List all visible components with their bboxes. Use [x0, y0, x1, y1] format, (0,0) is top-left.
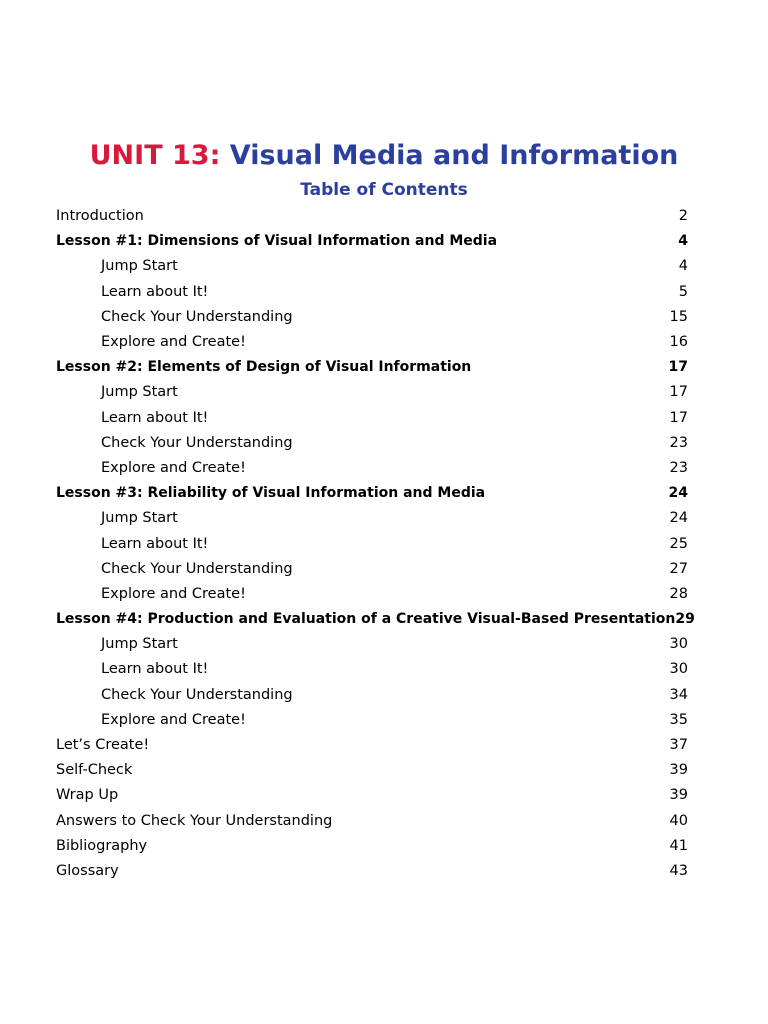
- toc-subentry-row: [56, 557, 688, 582]
- toc-entry-label: Check Your Understanding: [101, 686, 293, 703]
- toc-page-number: 39: [669, 762, 688, 779]
- toc-page-number: 37: [669, 737, 688, 754]
- toc-entry-label: Self-Check: [56, 762, 133, 779]
- toc-lesson-row: [56, 355, 688, 380]
- toc-page-number: 16: [669, 334, 688, 351]
- toc-entry-label: Lesson #3: Reliability of Visual Information and Media: [56, 485, 486, 502]
- toc-entry-label: Learn about It!: [101, 409, 209, 426]
- toc-page-number: 24: [669, 510, 688, 527]
- toc-entry-label: Learn about It!: [101, 535, 209, 552]
- toc-entry-label: Learn about It!: [101, 661, 209, 678]
- toc-heading: Table of Contents: [300, 180, 468, 200]
- toc-page-number: 17: [669, 409, 688, 426]
- toc-page-number: 17: [668, 359, 688, 376]
- toc-page-number: 4: [678, 258, 688, 275]
- toc-page-number: 41: [669, 837, 688, 854]
- toc-page-number: 27: [669, 560, 688, 577]
- toc-page-number: 43: [669, 862, 688, 879]
- unit-number: UNIT 13:: [89, 140, 221, 171]
- toc-entry-label: Lesson #4: Production and Evaluation of a Creative Visual-Based Presentation: [56, 611, 676, 628]
- toc-subentry-row: [56, 305, 688, 330]
- toc-entry-label: Explore and Create!: [101, 585, 246, 602]
- toc-subentry-row: [56, 406, 688, 431]
- toc-entry-label: Explore and Create!: [101, 711, 246, 728]
- toc-page-number: 35: [669, 711, 688, 728]
- toc-entry-row: [56, 783, 688, 808]
- toc-page-number: 34: [669, 686, 688, 703]
- toc-page-number: 24: [668, 485, 688, 502]
- toc-page-number: 15: [669, 308, 688, 325]
- toc-page-number: 29: [675, 611, 695, 628]
- toc-subentry-row: [56, 683, 688, 708]
- toc-page-number: 17: [669, 384, 688, 401]
- toc-subentry-row: [56, 254, 688, 279]
- toc-subentry-row: [56, 632, 688, 657]
- toc-page-number: 2: [678, 208, 688, 225]
- toc-entry-label: Check Your Understanding: [101, 560, 293, 577]
- toc-entry-label: Learn about It!: [101, 283, 209, 300]
- toc-page-number: 30: [669, 636, 688, 653]
- toc-entry-row: [56, 834, 688, 859]
- toc-subentry-row: [56, 380, 688, 405]
- toc-entry-row: [56, 204, 688, 229]
- toc-page-number: 28: [669, 585, 688, 602]
- toc-lesson-row: [56, 481, 688, 506]
- toc-entry-label: Answers to Check Your Understanding: [56, 812, 333, 829]
- toc-subentry-row: [56, 582, 688, 607]
- toc-page-number: 40: [669, 812, 688, 829]
- toc-subentry-row: [56, 657, 688, 682]
- toc-page-number: 4: [678, 233, 688, 250]
- toc-subentry-row: [56, 280, 688, 305]
- toc-entry-label: Glossary: [56, 862, 119, 879]
- page-title: [0, 136, 768, 176]
- toc-entry-label: Let’s Create!: [56, 737, 150, 754]
- toc-entry-label: Wrap Up: [56, 787, 119, 804]
- toc-entry-label: Lesson #1: Dimensions of Visual Information and Media: [56, 233, 498, 250]
- toc-subentry-row: [56, 708, 688, 733]
- toc-entry-label: Check Your Understanding: [101, 434, 293, 451]
- unit-title: Visual Media and Information: [229, 140, 679, 171]
- toc-subentry-row: [56, 506, 688, 531]
- toc-page-number: 25: [669, 535, 688, 552]
- toc-lesson-row: [56, 607, 695, 632]
- toc-page-number: 5: [678, 283, 688, 300]
- toc-entry-label: Jump Start: [101, 510, 178, 527]
- toc-entry-label: Jump Start: [101, 384, 178, 401]
- toc-entry-label: Explore and Create!: [101, 459, 246, 476]
- toc-entry-label: Bibliography: [56, 837, 148, 854]
- toc-subentry-row: [56, 330, 688, 355]
- table-of-contents: [56, 204, 695, 884]
- toc-entry-row: [56, 733, 688, 758]
- toc-entry-label: Jump Start: [101, 258, 178, 275]
- toc-page-number: 23: [669, 459, 688, 476]
- toc-entry-label: Jump Start: [101, 636, 178, 653]
- toc-entry-label: Lesson #2: Elements of Design of Visual Information: [56, 359, 472, 376]
- toc-page-number: 30: [669, 661, 688, 678]
- toc-page-number: 23: [669, 434, 688, 451]
- toc-subentry-row: [56, 431, 688, 456]
- toc-lesson-row: [56, 229, 688, 254]
- toc-entry-row: [56, 859, 688, 884]
- toc-entry-row: [56, 809, 688, 834]
- toc-entry-label: Check Your Understanding: [101, 308, 293, 325]
- toc-entry-row: [56, 758, 688, 783]
- toc-entry-label: Introduction: [56, 208, 144, 225]
- toc-page-number: 39: [669, 787, 688, 804]
- toc-entry-label: Explore and Create!: [101, 334, 246, 351]
- toc-subentry-row: [56, 531, 688, 556]
- toc-subentry-row: [56, 456, 688, 481]
